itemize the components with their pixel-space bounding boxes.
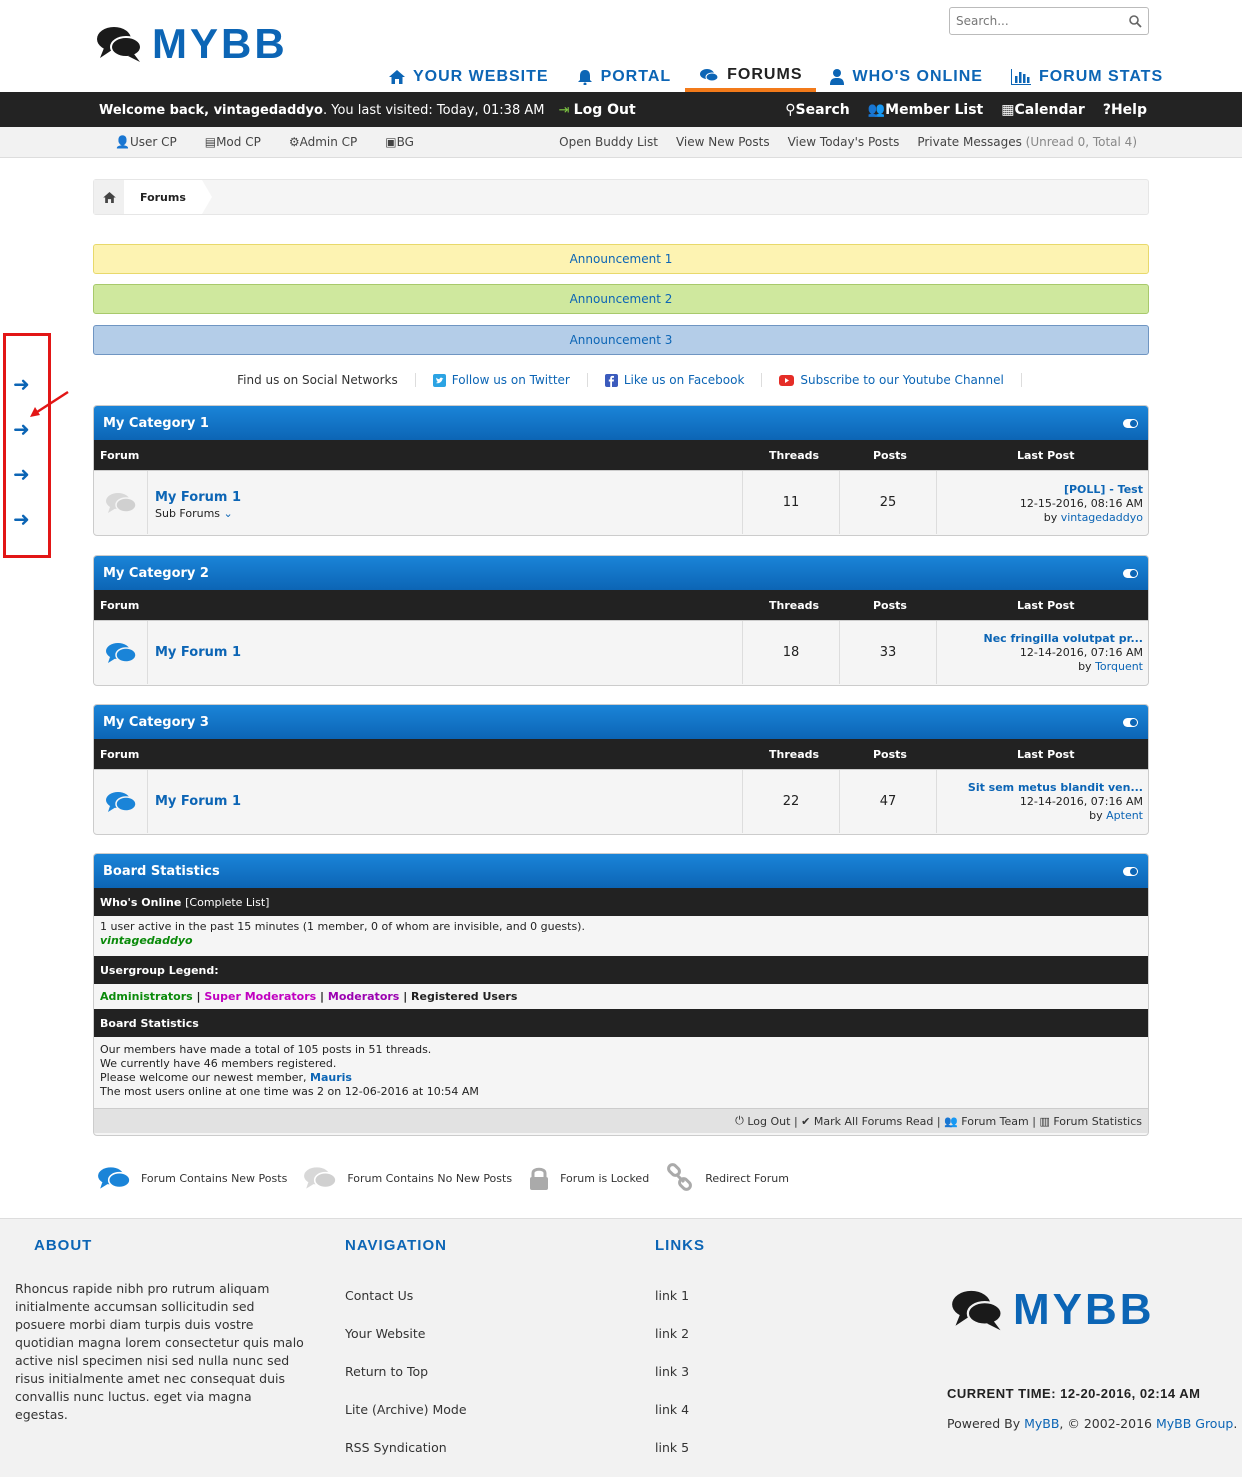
- forum-team-link[interactable]: Forum Team: [961, 1114, 1029, 1128]
- mark-read-link[interactable]: Mark All Forums Read: [813, 1114, 934, 1128]
- table-header: Forum Threads Posts Last Post: [94, 739, 1148, 769]
- last-post-title[interactable]: Sit sem metus blandit ven...: [967, 781, 1143, 794]
- logout-link[interactable]: Log Out: [573, 101, 636, 118]
- new-posts-icon: [105, 641, 137, 665]
- forum-link[interactable]: My Forum 1: [155, 490, 242, 505]
- collapse-toggle-icon[interactable]: [1123, 569, 1138, 578]
- online-users: 1 user active in the past 15 minutes (1 member, 0 of whom are invisible, and 0 guests). vintagedaddyo: [94, 916, 1148, 956]
- bar-chart-icon: ▥: [1039, 1114, 1050, 1128]
- mod-cp-link[interactable]: ▤Mod CP: [204, 135, 261, 149]
- breadcrumb: [93, 179, 1149, 215]
- table-header: Forum Threads Posts Last Post: [94, 440, 1148, 470]
- usergroup-legend: Administrators | Super Moderators | Moderators | Registered Users: [100, 990, 518, 1003]
- chat-bubbles-icon: [951, 1287, 1005, 1333]
- user-icon: [830, 69, 844, 85]
- annotation-pointer-icon: [26, 390, 70, 420]
- navigation-title: NAVIGATION: [345, 1237, 447, 1254]
- announcement-1[interactable]: Announcement 1: [93, 244, 1149, 274]
- board-stats-title: Board Statistics: [103, 863, 220, 879]
- post-count: 33: [839, 621, 936, 684]
- usergroup-legend-header: Usergroup Legend:: [94, 956, 1148, 984]
- collapse-toggle-icon[interactable]: [1123, 419, 1138, 428]
- social-label: Find us on Social Networks: [220, 373, 416, 387]
- chat-bubbles-icon: [96, 24, 144, 64]
- power-icon: ⏻: [735, 1114, 744, 1127]
- nav-forum-stats[interactable]: FORUM STATS: [997, 62, 1177, 92]
- sub-forums-toggle[interactable]: Sub Forums ⌄: [155, 507, 233, 520]
- thread-count: 18: [742, 621, 839, 684]
- footer-nav-lite[interactable]: Lite (Archive) Mode: [345, 1402, 467, 1417]
- forum-icon-legend: Forum Contains New Posts Forum Contains No New Posts Forum is Locked Redirect Forum: [97, 1163, 805, 1193]
- newest-member-link[interactable]: Mauris: [310, 1071, 352, 1084]
- collapse-toggle-icon[interactable]: [1123, 867, 1138, 876]
- twitter-icon: [433, 374, 446, 387]
- file-icon: ▤: [204, 135, 217, 149]
- announcement-2[interactable]: Announcement 2: [93, 284, 1149, 314]
- footer-nav-contact[interactable]: Contact Us: [345, 1288, 414, 1303]
- last-post-date: 12-14-2016, 07:16 AM: [1019, 646, 1143, 659]
- buddy-list-link[interactable]: Open Buddy List: [559, 135, 658, 149]
- forum-row: [94, 769, 1148, 833]
- new-posts-icon: [97, 1165, 131, 1191]
- chevron-down-icon: ⌄: [223, 507, 233, 520]
- links-title: LINKS: [655, 1237, 705, 1254]
- category-1: [93, 405, 1149, 536]
- help-link[interactable]: ?Help: [1102, 101, 1147, 118]
- social-bar: [93, 368, 1149, 392]
- footer-link-2[interactable]: link 2: [655, 1326, 690, 1341]
- page-footer: [0, 1218, 1242, 1477]
- nav-your-website[interactable]: YOUR WEBSITE: [375, 62, 563, 92]
- category-3: [93, 704, 1149, 835]
- user-icon: 👤: [115, 135, 130, 149]
- search-placeholder: Search...: [956, 14, 1009, 28]
- breadcrumb-home[interactable]: [94, 180, 124, 214]
- collapse-toggle-icon[interactable]: [1123, 718, 1138, 727]
- announcement-3[interactable]: Announcement 3: [93, 325, 1149, 355]
- powered-by: Powered By MyBB, © 2002-2016 MyBB Group.: [947, 1416, 1238, 1431]
- bg-link[interactable]: ▣BG: [385, 135, 414, 149]
- forum-link[interactable]: My Forum 1: [155, 645, 242, 660]
- last-post-user[interactable]: vintagedaddyo: [1060, 511, 1143, 524]
- about-text: Rhoncus rapide nibh pro rutrum aliquam initialmente accumsan sollicitudin sed posuere morbi diam turpis duis vostre quotidian magna lorem consectetur quis malo active nisl specimen nisi sed nulla nunc sed risus initialmente amet nec consequat duis convallis nunc luctus. eget via magna egestas.: [15, 1281, 304, 1422]
- complete-list-link[interactable]: [Complete List]: [185, 895, 270, 909]
- online-user-link[interactable]: vintagedaddyo: [100, 934, 193, 947]
- new-posts-link[interactable]: View New Posts: [675, 135, 770, 149]
- links-list: [655, 1287, 689, 1477]
- forum-statistics-link[interactable]: Forum Statistics: [1053, 1114, 1142, 1128]
- current-time: CURRENT TIME: 12-20-2016, 02:14 AM: [947, 1386, 1201, 1401]
- footer-nav-website[interactable]: Your Website: [345, 1326, 426, 1341]
- bar-chart-icon: [1011, 69, 1031, 85]
- table-header: Forum Threads Posts Last Post: [94, 590, 1148, 620]
- last-post-user[interactable]: Torquent: [1095, 660, 1143, 673]
- forum-status-icon: [94, 770, 148, 833]
- last-post: Nec fringilla volutpat pr... 12-14-2016, 07:16 AM by Torquent: [983, 632, 1143, 673]
- no-new-posts-icon: [303, 1165, 337, 1191]
- home-icon: [103, 192, 116, 203]
- post-count: 47: [839, 770, 936, 833]
- forum-row: [94, 620, 1148, 684]
- link-icon: [665, 1163, 695, 1193]
- admin-cp-link[interactable]: ⚙Admin CP: [288, 135, 358, 149]
- logo-text: MYBB: [1013, 1285, 1155, 1334]
- search-icon[interactable]: [1129, 15, 1142, 28]
- twitter-link[interactable]: Follow us on Twitter: [416, 373, 588, 387]
- last-post-user[interactable]: Aptent: [1106, 809, 1143, 822]
- welcome-text: Welcome back, vintagedaddyo. You last visited: Today, 01:38 AM ⇥ Log Out: [99, 101, 636, 118]
- board-stats-header: Board Statistics: [94, 1009, 1148, 1037]
- footer-nav-top[interactable]: Return to Top: [345, 1364, 429, 1379]
- main-nav: [375, 62, 1177, 92]
- member-list-link[interactable]: 👥Member List: [867, 101, 984, 118]
- search-icon: ⚲: [785, 101, 796, 118]
- board-stats-text: Our members have made a total of 105 posts in 51 threads. We currently have 46 members registered. Please welcome our newest member, Mauris The most users online at one time was 2 on 12-06-2016 at 10:54 AM: [100, 1043, 479, 1098]
- arrow-right-icon[interactable]: ➜: [13, 417, 30, 441]
- bell-icon: [577, 69, 593, 85]
- help-icon: ?: [1102, 101, 1111, 118]
- group-super-moderators[interactable]: Super Moderators: [204, 990, 317, 1003]
- arrow-right-icon[interactable]: ➜: [13, 462, 30, 486]
- nav-whos-online[interactable]: WHO'S ONLINE: [816, 62, 996, 92]
- category-2: [93, 555, 1149, 686]
- last-post: [POLL] - Test 12-15-2016, 08:16 AM by vintagedaddyo: [1019, 483, 1143, 524]
- whos-online-header: Who's Online [Complete List]: [94, 888, 1148, 916]
- footer-link-1[interactable]: link 1: [655, 1288, 690, 1303]
- thread-count: 22: [742, 770, 839, 833]
- board-statistics: [93, 853, 1149, 1136]
- logout-link[interactable]: Log Out: [747, 1114, 791, 1128]
- home-icon: [389, 70, 405, 84]
- navigation-list: [345, 1287, 467, 1477]
- comments-icon: [699, 68, 719, 82]
- last-post-title[interactable]: Nec fringilla volutpat pr...: [983, 632, 1143, 645]
- thread-count: 11: [742, 471, 839, 534]
- footer-logo[interactable]: [951, 1285, 1155, 1335]
- today-posts-link[interactable]: View Today's Posts: [787, 135, 900, 149]
- nav-portal[interactable]: PORTAL: [563, 62, 686, 92]
- group-registered-users[interactable]: Registered Users: [411, 990, 518, 1003]
- logo-text: MYBB: [152, 20, 288, 67]
- new-posts-icon: [105, 790, 137, 814]
- group-administrators[interactable]: Administrators: [100, 990, 193, 1003]
- lock-icon: [528, 1165, 550, 1191]
- top-search-link[interactable]: ⚲Search: [785, 101, 850, 118]
- footer-link-5[interactable]: link 5: [655, 1440, 690, 1455]
- category-title[interactable]: My Category 1: [103, 415, 209, 431]
- gear-icon: ⚙: [288, 135, 300, 149]
- users-icon: 👥: [944, 1114, 958, 1128]
- youtube-link[interactable]: Subscribe to our Youtube Channel: [762, 373, 1021, 387]
- footer-link-3[interactable]: link 3: [655, 1364, 690, 1379]
- last-post-title[interactable]: [POLL] - Test: [1063, 483, 1143, 496]
- mybb-link[interactable]: MyBB: [1024, 1416, 1060, 1431]
- forum-status-icon: [94, 471, 148, 534]
- site-logo[interactable]: [96, 20, 288, 68]
- image-icon: ▣: [385, 135, 397, 149]
- nav-forums[interactable]: FORUMS: [685, 62, 816, 92]
- breadcrumb-forums[interactable]: Forums: [124, 180, 202, 214]
- group-moderators[interactable]: Moderators: [327, 990, 400, 1003]
- arrow-right-icon[interactable]: ➜: [13, 372, 30, 396]
- logout-icon: ⇥: [558, 102, 570, 118]
- category-title[interactable]: My Category 2: [103, 565, 209, 581]
- facebook-link[interactable]: Like us on Facebook: [588, 373, 763, 387]
- footer-nav-rss[interactable]: RSS Syndication: [345, 1440, 447, 1455]
- forum-link[interactable]: My Forum 1: [155, 794, 242, 809]
- user-topbar: [0, 92, 1242, 127]
- user-cp-link[interactable]: 👤User CP: [115, 135, 177, 149]
- search-input[interactable]: [949, 7, 1149, 35]
- calendar-link[interactable]: ▦Calendar: [1001, 101, 1085, 118]
- youtube-icon: [779, 375, 794, 386]
- mybb-group-link[interactable]: MyBB Group: [1155, 1416, 1234, 1431]
- users-icon: 👥: [867, 101, 886, 118]
- calendar-icon: ▦: [1001, 101, 1015, 118]
- last-post: Sit sem metus blandit ven... 12-14-2016, 07:16 AM by Aptent: [967, 781, 1143, 822]
- post-count: 25: [839, 471, 936, 534]
- check-icon: ✔: [801, 1114, 811, 1128]
- facebook-icon: [605, 374, 618, 387]
- last-post-date: 12-14-2016, 07:16 AM: [1019, 795, 1143, 808]
- footer-link-4[interactable]: link 4: [655, 1402, 690, 1417]
- panel-subbar: [0, 127, 1242, 158]
- board-footer-links: ⏻ Log Out | ✔ Mark All Forums Read | 👥 Forum Team | ▥ Forum Statistics: [94, 1108, 1148, 1133]
- forum-status-icon: [94, 621, 148, 684]
- arrow-right-icon[interactable]: ➜: [13, 507, 30, 531]
- last-post-date: 12-15-2016, 08:16 AM: [1019, 497, 1143, 510]
- no-new-posts-icon: [105, 491, 137, 515]
- about-title: ABOUT: [34, 1237, 93, 1254]
- forum-row: [94, 470, 1148, 534]
- category-title[interactable]: My Category 3: [103, 714, 209, 730]
- private-messages-link[interactable]: Private Messages (Unread 0, Total 4): [917, 135, 1137, 149]
